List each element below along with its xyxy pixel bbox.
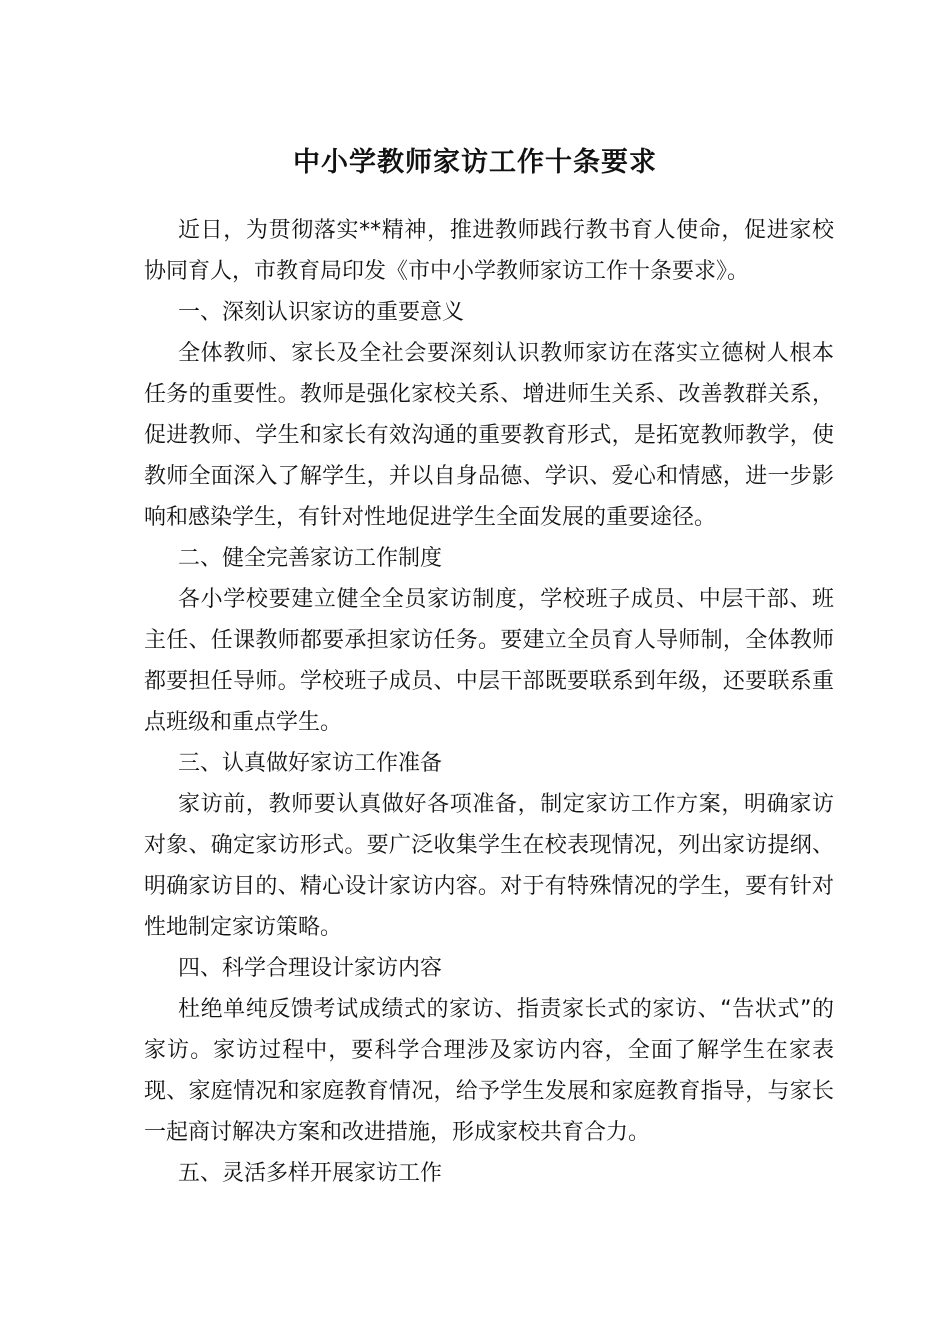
section-heading-1: 一、深刻认识家访的重要意义 bbox=[178, 300, 465, 325]
paragraph-section-4: 杜绝单纯反馈考试成绩式的家访、指责家长式的家访、“告状式”的家访。家访过程中，要科学合理涉及家访内容，全面了解学生在家表现、家庭情况和家庭教育情况，给予学生发展和家庭教育指导，与家长一起商讨解决方案和改进措施，形成家校共育合力。 bbox=[144, 997, 834, 1145]
paragraph-section-1: 全体教师、家长及全社会要深刻认识教师家访在落实立德树人根本任务的重要性。教师是强化家校关系、增进师生关系、改善教群关系，促进教师、学生和家长有效沟通的重要教育形式，是拓宽教师教学，使教师全面深入了解学生，并以自身品德、学识、爱心和情感，进一步影响和感染学生，有针对性地促进学生全面发展的重要途径。 bbox=[144, 341, 834, 530]
paragraph-section-2: 各小学校要建立健全全员家访制度，学校班子成员、中层干部、班主任、任课教师都要承担家访任务。要建立全员育人导师制，全体教师都要担任导师。学校班子成员、中层干部既要联系到年级，还要联系重点班级和重点学生。 bbox=[144, 587, 834, 735]
section-heading-3: 三、认真做好家访工作准备 bbox=[178, 751, 443, 776]
paragraph-intro: 近日，为贯彻落实**精神，推进教师践行教书育人使命，促进家校协同育人，市教育局印发《市中小学教师家访工作十条要求》。 bbox=[144, 218, 834, 284]
document-title: 中小学教师家访工作十条要求 bbox=[293, 147, 657, 178]
section-heading-2: 二、健全完善家访工作制度 bbox=[178, 546, 443, 571]
section-heading-4: 四、科学合理设计家访内容 bbox=[178, 956, 443, 981]
section-heading-5: 五、灵活多样开展家访工作 bbox=[178, 1161, 443, 1186]
document-body bbox=[144, 210, 834, 1194]
paragraph-section-3: 家访前，教师要认真做好各项准备，制定家访工作方案，明确家访对象、确定家访形式。要广泛收集学生在校表现情况，列出家访提纲、明确家访目的、精心设计家访内容。对于有特殊情况的学生，要有针对性地制定家访策略。 bbox=[144, 792, 834, 940]
